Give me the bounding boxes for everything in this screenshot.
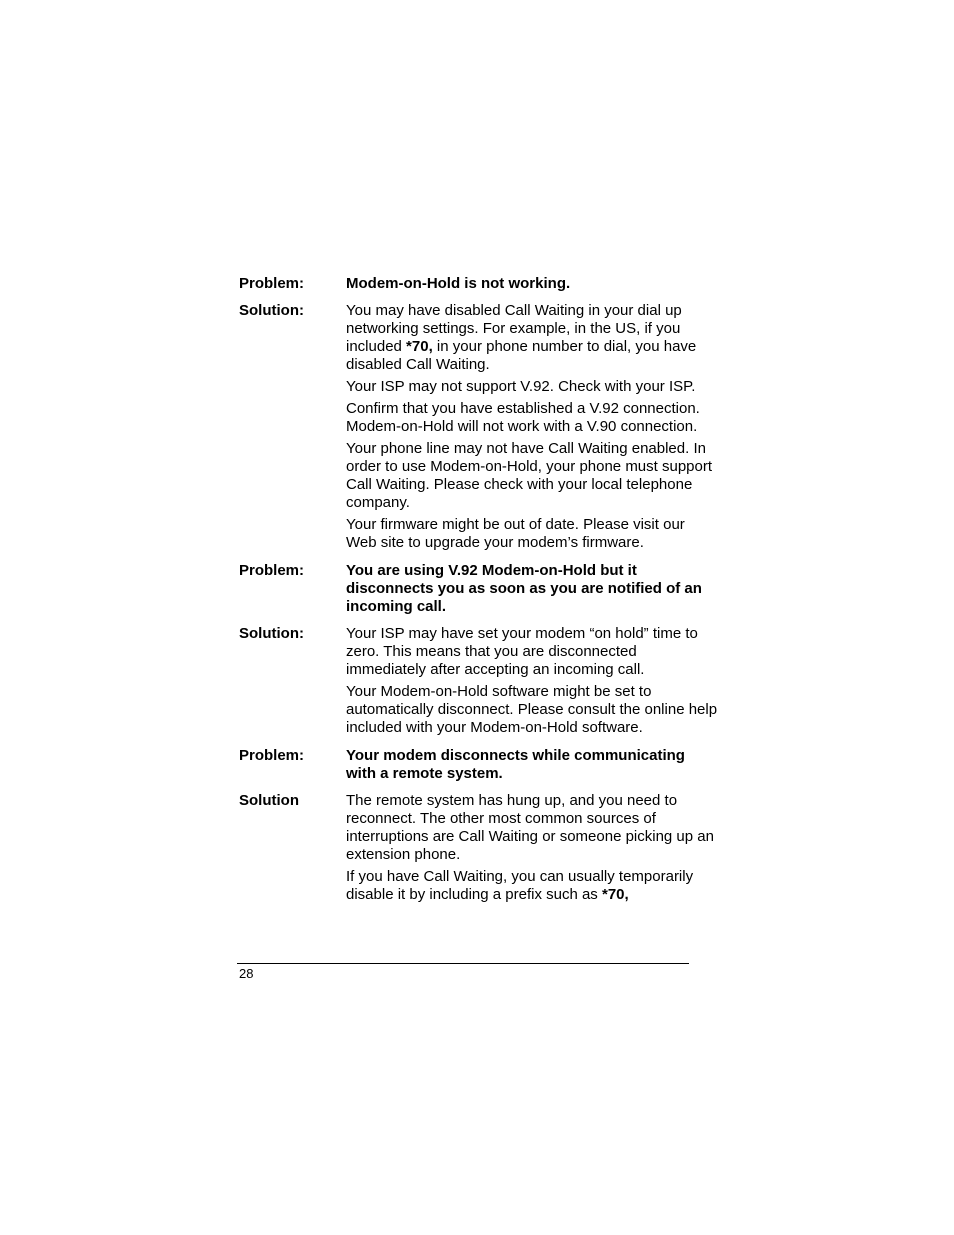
solution-body xyxy=(346,792,719,904)
footer-divider xyxy=(237,963,689,964)
problem-entry xyxy=(239,275,719,293)
paragraph-text: You may have disabled Call Waiting in your dial up networking settings. For example, in the US, if you included xyxy=(346,302,682,355)
solution-paragraph: Your ISP may not support V.92. Check with your ISP. xyxy=(346,378,696,395)
problem-label: Problem: xyxy=(239,562,305,579)
solution-entry xyxy=(239,625,719,737)
problem-label: Problem: xyxy=(239,275,305,292)
page-number: 28 xyxy=(239,966,254,981)
solution-entry xyxy=(239,792,719,904)
solution-paragraph: Your ISP may have set your modem “on hold” time to zero. This means that you are disconnected immediately after accepting an incoming call. xyxy=(346,625,698,678)
problem-entry xyxy=(239,747,719,783)
solution-paragraph: Your firmware might be out of date. Please visit our Web site to upgrade your modem’s firmware. xyxy=(346,516,685,551)
problem-heading: Modem-on-Hold is not working. xyxy=(346,275,571,292)
problem-body xyxy=(346,562,719,616)
troubleshooting-section xyxy=(239,275,719,904)
paragraph-text: If you have Call Waiting, you can usually temporarily disable it by including a prefix such as xyxy=(346,868,694,903)
solution-label: Solution: xyxy=(239,625,304,642)
problem-body xyxy=(346,275,719,293)
problem-heading: You are using V.92 Modem-on-Hold but it disconnects you as soon as you are notified of an incoming call. xyxy=(346,562,702,615)
problem-entry xyxy=(239,562,719,616)
problem-body xyxy=(346,747,719,783)
solution-paragraph: The remote system has hung up, and you need to reconnect. The other most common sources of interruptions are Call Waiting or someone picking up an extension phone. xyxy=(346,792,714,863)
dial-prefix-code: *70, xyxy=(601,886,629,903)
solution-paragraph xyxy=(346,868,719,904)
solution-body xyxy=(346,625,719,737)
solution-paragraph: Your Modem-on-Hold software might be set to automatically disconnect. Please consult the online help included with your Modem-on-Hold software. xyxy=(346,683,718,736)
solution-paragraph: Your phone line may not have Call Waiting enabled. In order to use Modem-on-Hold, your phone must support Call Waiting. Please check with your local telephone company. xyxy=(346,440,713,511)
problem-heading: Your modem disconnects while communicating with a remote system. xyxy=(346,747,685,782)
paragraph-text: in your phone number to dial, you have disabled Call Waiting. xyxy=(346,338,697,373)
solution-paragraph: Confirm that you have established a V.92 connection. Modem-on-Hold will not work with a V.90 connection. xyxy=(346,400,700,435)
solution-entry xyxy=(239,302,719,552)
solution-paragraph xyxy=(346,302,719,374)
solution-body xyxy=(346,302,719,552)
dial-prefix-code: *70, xyxy=(406,338,433,355)
solution-label: Solution xyxy=(239,792,299,809)
problem-label: Problem: xyxy=(239,747,305,764)
solution-label: Solution: xyxy=(239,302,304,319)
